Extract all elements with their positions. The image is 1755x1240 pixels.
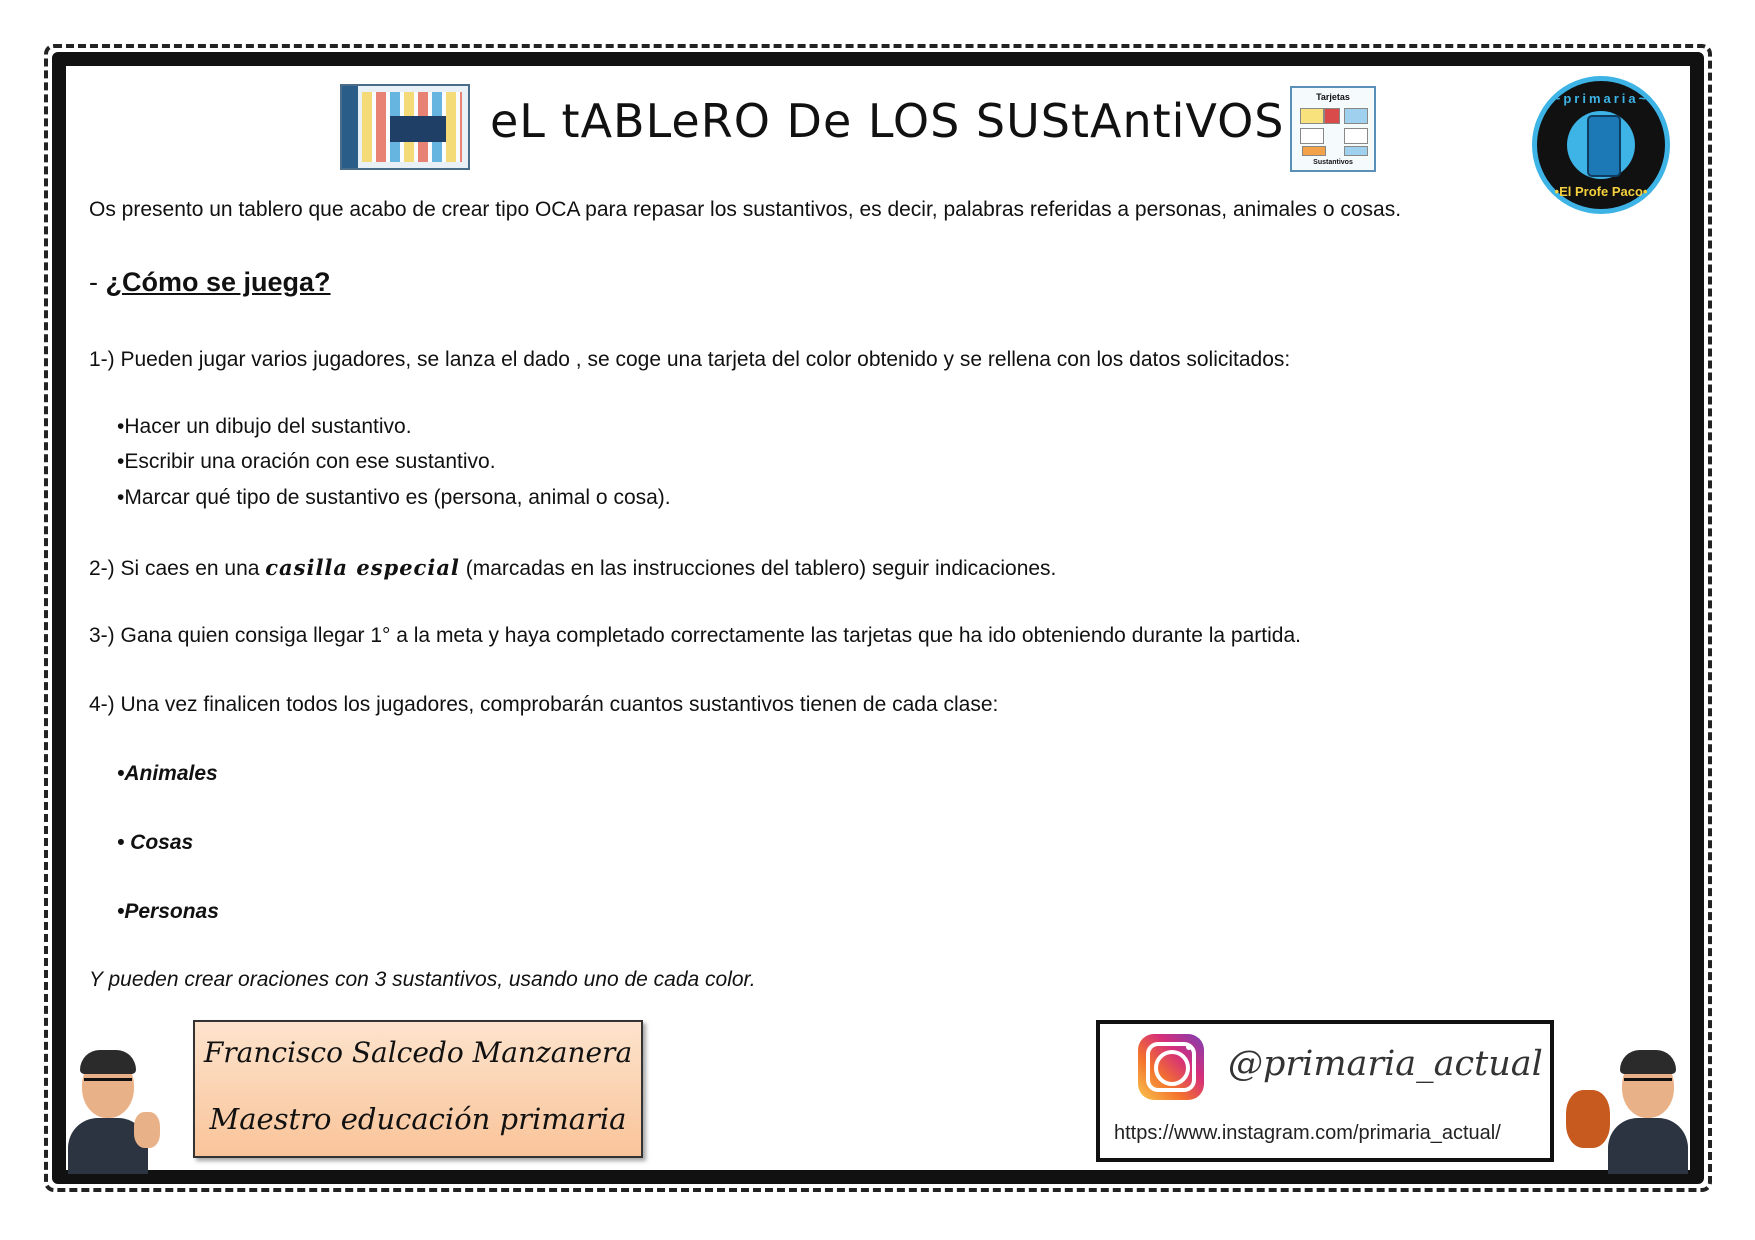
rule-2-pre: 2-) Si caes en una [89,557,266,580]
author-role: Maestro educación primaria [209,1102,627,1136]
instagram-url[interactable]: https://www.instagram.com/primaria_actual/ [1114,1122,1501,1144]
rule-1-item: •Hacer un dibujo del sustantivo. [117,415,412,438]
author-box [193,1020,643,1158]
avatar-thumbs-up [1600,1048,1698,1174]
rule-3: 3-) Gana quien consiga llegar 1° a la meta y haya completado correctamente las tarjetas que ha ido obteniendo durante la partida. [89,624,1301,647]
primaria-actual-logo [1532,76,1670,214]
how-to-heading [89,267,331,298]
class-item: • Cosas [117,831,194,854]
cards-thumb-subtitle: Sustantivos [1313,159,1353,166]
rule-2-special: casilla especial [265,555,460,580]
rule-2 [89,555,1056,581]
board-thumbnail-image [340,84,470,170]
logo-bottom-text: •El Profe Paco• [1554,184,1648,199]
instagram-box [1096,1020,1554,1162]
class-item: •Animales [117,762,218,785]
rule-2-post: (marcadas en las instrucciones del tablero) seguir indicaciones. [459,557,1057,580]
rule-4: 4-) Una vez finalicen todos los jugadores, comprobarán cuantos sustantivos tienen de cada clase: [89,693,999,716]
heading-text: ¿Cómo se juega? [105,267,331,297]
cards-thumbnail-image [1290,86,1376,172]
class-item: •Personas [117,900,219,923]
author-name: Francisco Salcedo Manzanera [203,1036,633,1069]
rule-1-item: •Marcar qué tipo de sustantivo es (persona, animal o cosa). [117,486,671,509]
cards-thumb-title: Tarjetas [1316,92,1350,102]
logo-top-text: ~primaria~ [1552,91,1650,106]
closing-text: Y pueden crear oraciones con 3 sustantivos, usando uno de cada color. [89,968,756,991]
thumbs-up-icon [1566,1090,1610,1148]
instagram-handle: @primaria_actual [1228,1044,1543,1084]
instagram-icon [1138,1034,1204,1100]
intro-paragraph: Os presento un tablero que acabo de crear tipo OCA para repasar los sustantivos, es decir, palabras referidas a personas, animales o cosas. [89,198,1402,221]
avatar-waving [60,1048,158,1174]
rule-1-item: •Escribir una oración con ese sustantivo. [117,450,496,473]
heading-dash: - [89,267,106,297]
rule-1: 1-) Pueden jugar varios jugadores, se lanza el dado , se coge una tarjeta del color obtenido y se rellena con los datos solicitados: [89,348,1291,371]
page-title: eL tABLeRO De LOS SUStAntiVOS [490,94,1285,148]
